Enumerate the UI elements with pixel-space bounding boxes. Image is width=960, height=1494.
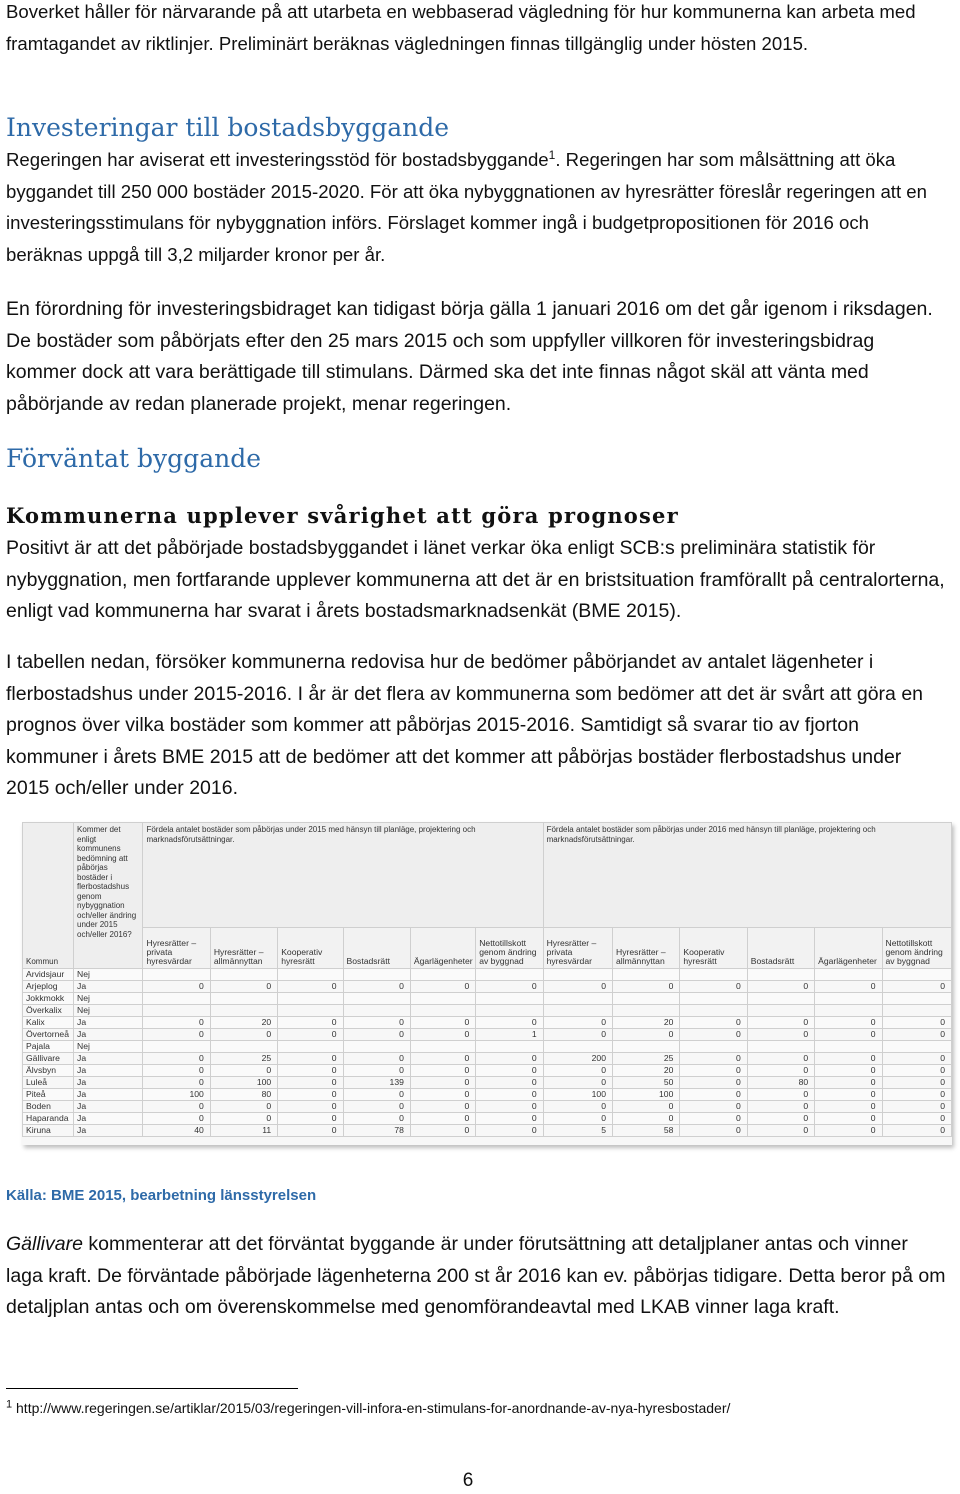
table-row <box>23 1089 952 1101</box>
cell-value <box>143 969 210 981</box>
cell-value: 0 <box>747 1125 814 1137</box>
column-header: Kooperativ hyresrätt <box>278 928 343 969</box>
cell-value <box>410 1041 475 1053</box>
cell-value <box>278 1005 343 1017</box>
table-row <box>23 1029 952 1041</box>
cell-svar: Ja <box>74 1053 143 1065</box>
cell-value <box>815 969 882 981</box>
cell-value: 0 <box>882 1113 952 1125</box>
table-source: Källa: BME 2015, bearbetning länsstyrelsen <box>6 1187 317 1204</box>
cell-value: 0 <box>410 1077 475 1089</box>
subheading-prognoser: Kommunerna upplever svårighet att göra prognoser <box>6 503 679 528</box>
table-row <box>23 969 952 981</box>
table-row <box>23 1017 952 1029</box>
cell-value: 0 <box>747 981 814 993</box>
cell-value: 0 <box>815 1077 882 1089</box>
cell-value: 0 <box>278 1029 343 1041</box>
cell-value <box>410 993 475 1005</box>
cell-value: 100 <box>613 1089 680 1101</box>
cell-value: 0 <box>343 1089 410 1101</box>
cell-svar: Ja <box>74 1113 143 1125</box>
cell-value: 100 <box>143 1089 210 1101</box>
column-header: Hyresrätter – allmännyttan <box>210 928 277 969</box>
cell-svar: Ja <box>74 981 143 993</box>
cell-svar: Ja <box>74 1101 143 1113</box>
cell-value: 0 <box>143 1029 210 1041</box>
cell-value: 0 <box>343 1101 410 1113</box>
cell-value <box>343 969 410 981</box>
footnote-url[interactable]: http://www.regeringen.se/artiklar/2015/03/regeringen-vill-infora-en-stimulans-for-anordnande-av-nya-hyresbostader/ <box>16 1400 731 1416</box>
cell-value <box>882 1005 952 1017</box>
cell-value: 0 <box>210 1065 277 1077</box>
cell-value: 0 <box>815 981 882 993</box>
cell-value: 0 <box>278 1125 343 1137</box>
cell-value: 0 <box>543 1113 612 1125</box>
cell-value: 0 <box>613 1113 680 1125</box>
cell-value: 58 <box>613 1125 680 1137</box>
cell-value <box>543 1005 612 1017</box>
bme-table <box>22 822 952 1137</box>
cell-value: 0 <box>343 1053 410 1065</box>
cell-value <box>210 1041 277 1053</box>
table-row <box>23 981 952 993</box>
cell-value <box>815 1041 882 1053</box>
cell-value <box>476 1005 543 1017</box>
gallivare-name: Gällivare <box>6 1233 83 1255</box>
cell-value: 0 <box>410 1017 475 1029</box>
cell-value: 0 <box>747 1101 814 1113</box>
cell-value: 0 <box>613 1029 680 1041</box>
cell-value: 0 <box>278 1113 343 1125</box>
column-header: Kooperativ hyresrätt <box>680 928 747 969</box>
cell-value: 0 <box>680 1125 747 1137</box>
investering-paragraph-2: En förordning för investeringsbidraget kan tidigast börja gälla 1 januari 2016 om det går igenom i riksdagen. De bostäder som påbörjats efter den 25 mars 2015 och som uppfyller villkoren för investeringsbidrag kommer dock att vara berättigade till stimulans. Därmed ska det inte finnas något skäl att vänta med påbörjande av redan planerade projekt, menar regeringen. <box>6 298 933 415</box>
gallivare-comment <box>6 1229 946 1324</box>
column-header: Ägarlägenheter <box>410 928 475 969</box>
cell-svar: Ja <box>74 1017 143 1029</box>
cell-kommun: Övertorneå <box>23 1029 74 1041</box>
cell-value: 0 <box>476 1065 543 1077</box>
cell-value: 0 <box>476 1089 543 1101</box>
table-row <box>23 1005 952 1017</box>
intro-paragraph: Boverket håller för närvarande på att utarbeta en webbaserad vägledning för hur kommunerna kan arbeta med framtagandet av riktlinjer. Preliminärt beräknas vägledningen finnas tillgänglig under hösten 2015. <box>6 1 916 54</box>
table-row <box>23 1113 952 1125</box>
cell-value: 0 <box>543 1017 612 1029</box>
cell-value: 80 <box>747 1077 814 1089</box>
cell-kommun: Pajala <box>23 1041 74 1053</box>
cell-value: 0 <box>410 1065 475 1077</box>
cell-svar: Nej <box>74 969 143 981</box>
cell-value <box>613 993 680 1005</box>
cell-value: 0 <box>815 1053 882 1065</box>
cell-value <box>278 993 343 1005</box>
cell-value: 0 <box>680 1053 747 1065</box>
cell-value: 0 <box>210 981 277 993</box>
cell-value <box>747 1005 814 1017</box>
table-row <box>23 993 952 1005</box>
byggande-paragraph-2: I tabellen nedan, försöker kommunerna redovisa hur de bedömer påbörjandet av antalet lägenheter i flerbostadshus under 2015-2016. I år är det flera av kommunerna som bedömer att det är svårt att göra en prognos över vilka bostäder som kommer att påbörjas 2015-2016. Samtidigt så svarar tio av fjorton kommuner i årets BME 2015 att de bedömer att det kommer att påbörjas bostäder flerbostadshus under 2015 och/eller under 2016. <box>6 651 924 799</box>
cell-value: 0 <box>143 1053 210 1065</box>
cell-value <box>143 1041 210 1053</box>
cell-kommun: Gällivare <box>23 1053 74 1065</box>
cell-svar: Nej <box>74 1041 143 1053</box>
cell-value <box>815 1005 882 1017</box>
cell-value <box>410 1005 475 1017</box>
cell-value: 0 <box>210 1029 277 1041</box>
cell-kommun: Arvidsjaur <box>23 969 74 981</box>
cell-kommun: Boden <box>23 1101 74 1113</box>
cell-value: 0 <box>815 1089 882 1101</box>
cell-value: 1 <box>476 1029 543 1041</box>
cell-kommun: Jokkmokk <box>23 993 74 1005</box>
column-header: Hyresrätter – privata hyresvärdar <box>543 928 612 969</box>
cell-value <box>343 1005 410 1017</box>
cell-kommun: Arjeplog <box>23 981 74 993</box>
cell-svar: Ja <box>74 1029 143 1041</box>
cell-value: 0 <box>747 1065 814 1077</box>
cell-value <box>613 969 680 981</box>
cell-value: 0 <box>410 981 475 993</box>
column-header: Bostadsrätt <box>343 928 410 969</box>
cell-value: 0 <box>278 1089 343 1101</box>
cell-value: 0 <box>747 1113 814 1125</box>
cell-value <box>476 1041 543 1053</box>
cell-value: 0 <box>543 1101 612 1113</box>
cell-svar: Nej <box>74 1005 143 1017</box>
cell-value: 0 <box>747 1053 814 1065</box>
cell-value: 40 <box>143 1125 210 1137</box>
cell-kommun: Kalix <box>23 1017 74 1029</box>
table-row <box>23 1053 952 1065</box>
table-row <box>23 1101 952 1113</box>
heading-investeringar: Investeringar till bostadsbyggande <box>6 113 450 142</box>
cell-kommun: Överkalix <box>23 1005 74 1017</box>
cell-value: 0 <box>343 1029 410 1041</box>
cell-value <box>143 1005 210 1017</box>
cell-value <box>680 1005 747 1017</box>
cell-value: 0 <box>143 1113 210 1125</box>
byggande-paragraph-1: Positivt är att det påbörjade bostadsbyggandet i länet verkar öka enligt SCB:s preliminära statistik för nybyggnation, men fortfarande upplever kommunerna att det är en bristsituation framförallt på centralorterna, enligt vad kommunerna har svarat i årets bostadsmarknadsenkät (BME 2015). <box>6 537 945 622</box>
cell-value <box>210 969 277 981</box>
cell-value: 0 <box>543 981 612 993</box>
cell-value: 80 <box>210 1089 277 1101</box>
cell-value: 0 <box>543 1065 612 1077</box>
cell-value: 20 <box>613 1065 680 1077</box>
cell-value: 0 <box>143 1077 210 1089</box>
cell-value <box>543 993 612 1005</box>
cell-value: 0 <box>882 1101 952 1113</box>
footnote <box>6 1400 730 1416</box>
cell-value: 0 <box>410 1125 475 1137</box>
table-row <box>23 1065 952 1077</box>
investering-text-b: . Regeringen har som målsättning att öka byggandet till 250 000 bostäder 2015-2020. För att öka nybyggnationen av hyresrätter föreslår regeringen att en investeringsstimulans för nybyggnation införs. Förslaget kommer ingå i budgetpropositionen för 2016 och beräknas uppgå till 3,2 miljarder kronor per år. <box>6 149 927 265</box>
column-header: Bostadsrätt <box>747 928 814 969</box>
cell-value <box>882 993 952 1005</box>
cell-value: 25 <box>613 1053 680 1065</box>
cell-value: 50 <box>613 1077 680 1089</box>
cell-value: 0 <box>476 1053 543 1065</box>
cell-value: 0 <box>815 1101 882 1113</box>
cell-value: 0 <box>476 1017 543 1029</box>
cell-value: 0 <box>476 1101 543 1113</box>
cell-value: 20 <box>613 1017 680 1029</box>
cell-value: 0 <box>680 1017 747 1029</box>
cell-value: 0 <box>410 1113 475 1125</box>
cell-value: 0 <box>747 1029 814 1041</box>
cell-value: 0 <box>882 1029 952 1041</box>
column-header: Ägarlägenheter <box>815 928 882 969</box>
column-header: Nettotillskott genom ändring av byggnad <box>476 928 543 969</box>
table-row <box>23 1077 952 1089</box>
footnote-separator <box>6 1388 298 1389</box>
cell-value: 0 <box>882 981 952 993</box>
cell-value: 0 <box>680 981 747 993</box>
cell-value: 0 <box>882 1053 952 1065</box>
cell-value <box>613 1041 680 1053</box>
cell-value: 0 <box>278 1017 343 1029</box>
cell-value <box>143 993 210 1005</box>
page-number: 6 <box>462 1470 474 1491</box>
cell-value: 11 <box>210 1125 277 1137</box>
cell-value: 0 <box>680 1065 747 1077</box>
cell-value: 0 <box>143 1017 210 1029</box>
cell-value: 0 <box>680 1113 747 1125</box>
cell-value <box>410 969 475 981</box>
cell-value: 25 <box>210 1053 277 1065</box>
cell-value: 0 <box>410 1101 475 1113</box>
header-group-2016: Fördela antalet bostäder som påbörjas under 2016 med hänsyn till planläge, projektering och marknadsförutsättningar. <box>543 823 951 928</box>
cell-value: 100 <box>210 1077 277 1089</box>
cell-value: 0 <box>543 1077 612 1089</box>
investering-text-a: Regeringen har aviserat ett investeringsstöd för bostadsbyggande <box>6 149 549 170</box>
cell-value: 139 <box>343 1077 410 1089</box>
cell-value <box>343 1041 410 1053</box>
cell-value: 0 <box>278 1101 343 1113</box>
cell-value <box>278 1041 343 1053</box>
cell-value: 0 <box>143 981 210 993</box>
cell-value <box>680 1041 747 1053</box>
cell-kommun: Luleå <box>23 1077 74 1089</box>
cell-value: 0 <box>747 1017 814 1029</box>
gallivare-text: kommenterar att det förväntat byggande är under förutsättning att detaljplaner antas och vinner laga kraft. De förväntade påbörjade lägenheterna 200 st år 2016 kan ev. påbörjas tidigare. Detta beror på om detaljplan antas och om överenskommelse med genomförandeavtal med LKAB vinner laga kraft. <box>6 1233 946 1318</box>
cell-value: 0 <box>680 1089 747 1101</box>
cell-value: 0 <box>476 1077 543 1089</box>
cell-value: 0 <box>815 1029 882 1041</box>
footnote-number: 1 <box>6 1398 13 1411</box>
cell-kommun: Haparanda <box>23 1113 74 1125</box>
cell-value <box>882 969 952 981</box>
table-image <box>22 822 952 1145</box>
cell-svar: Ja <box>74 1125 143 1137</box>
cell-value <box>210 1005 277 1017</box>
cell-value: 0 <box>278 981 343 993</box>
cell-value: 0 <box>476 981 543 993</box>
cell-value: 0 <box>343 1065 410 1077</box>
cell-value: 0 <box>882 1017 952 1029</box>
cell-value <box>747 993 814 1005</box>
cell-value <box>747 1041 814 1053</box>
cell-value: 0 <box>410 1089 475 1101</box>
cell-value <box>680 993 747 1005</box>
cell-value <box>882 1041 952 1053</box>
header-kommun: Kommun <box>23 823 74 969</box>
cell-value: 0 <box>410 1029 475 1041</box>
investering-paragraph-1 <box>6 144 946 270</box>
cell-value <box>613 1005 680 1017</box>
cell-value: 0 <box>882 1089 952 1101</box>
cell-value: 0 <box>815 1113 882 1125</box>
cell-value: 0 <box>543 1029 612 1041</box>
cell-kommun: Älvsbyn <box>23 1065 74 1077</box>
cell-value <box>680 969 747 981</box>
table-row <box>23 1041 952 1053</box>
cell-value: 0 <box>343 981 410 993</box>
cell-value <box>476 969 543 981</box>
cell-value: 0 <box>613 1101 680 1113</box>
cell-value: 0 <box>343 1113 410 1125</box>
cell-svar: Ja <box>74 1077 143 1089</box>
heading-forvantat-byggande: Förväntat byggande <box>6 444 261 473</box>
cell-value <box>476 993 543 1005</box>
footnote-ref[interactable]: 1 <box>548 147 556 162</box>
cell-kommun: Piteå <box>23 1089 74 1101</box>
cell-value: 0 <box>815 1125 882 1137</box>
cell-value <box>747 969 814 981</box>
cell-value: 0 <box>680 1101 747 1113</box>
cell-svar: Ja <box>74 1065 143 1077</box>
cell-value: 0 <box>747 1089 814 1101</box>
cell-value: 0 <box>815 1065 882 1077</box>
cell-value: 0 <box>613 981 680 993</box>
column-header: Nettotillskott genom ändring av byggnad <box>882 928 952 969</box>
cell-kommun: Kiruna <box>23 1125 74 1137</box>
cell-value: 0 <box>680 1029 747 1041</box>
cell-value: 0 <box>680 1077 747 1089</box>
cell-value: 0 <box>278 1065 343 1077</box>
cell-value <box>210 993 277 1005</box>
cell-value: 0 <box>343 1017 410 1029</box>
cell-svar: Ja <box>74 1089 143 1101</box>
cell-value: 0 <box>882 1077 952 1089</box>
cell-value: 0 <box>278 1053 343 1065</box>
table-row <box>23 1125 952 1137</box>
cell-value: 0 <box>882 1125 952 1137</box>
cell-value: 0 <box>278 1077 343 1089</box>
cell-value: 0 <box>210 1113 277 1125</box>
cell-value <box>343 993 410 1005</box>
cell-value: 5 <box>543 1125 612 1137</box>
cell-value <box>543 969 612 981</box>
cell-value: 78 <box>343 1125 410 1137</box>
column-header: Hyresrätter – privata hyresvärdar <box>143 928 210 969</box>
cell-value: 20 <box>210 1017 277 1029</box>
cell-value: 0 <box>476 1113 543 1125</box>
cell-value: 0 <box>143 1101 210 1113</box>
header-group-2015: Fördela antalet bostäder som påbörjas under 2015 med hänsyn till planläge, projektering och marknadsförutsättningar. <box>143 823 543 928</box>
header-question: Kommer det enligt kommunens bedömning att påbörjas bostäder i flerbostadshus genom nybyggnation och/eller ändring under 2015 och/eller 2016? <box>74 823 143 969</box>
cell-value <box>815 993 882 1005</box>
cell-value: 200 <box>543 1053 612 1065</box>
cell-value: 0 <box>410 1053 475 1065</box>
cell-value: 0 <box>476 1125 543 1137</box>
cell-value: 100 <box>543 1089 612 1101</box>
cell-value: 0 <box>143 1065 210 1077</box>
column-header: Hyresrätter – allmännyttan <box>613 928 680 969</box>
cell-value: 0 <box>815 1017 882 1029</box>
cell-value <box>278 969 343 981</box>
cell-value: 0 <box>210 1101 277 1113</box>
cell-value: 0 <box>882 1065 952 1077</box>
cell-svar: Nej <box>74 993 143 1005</box>
cell-value <box>543 1041 612 1053</box>
